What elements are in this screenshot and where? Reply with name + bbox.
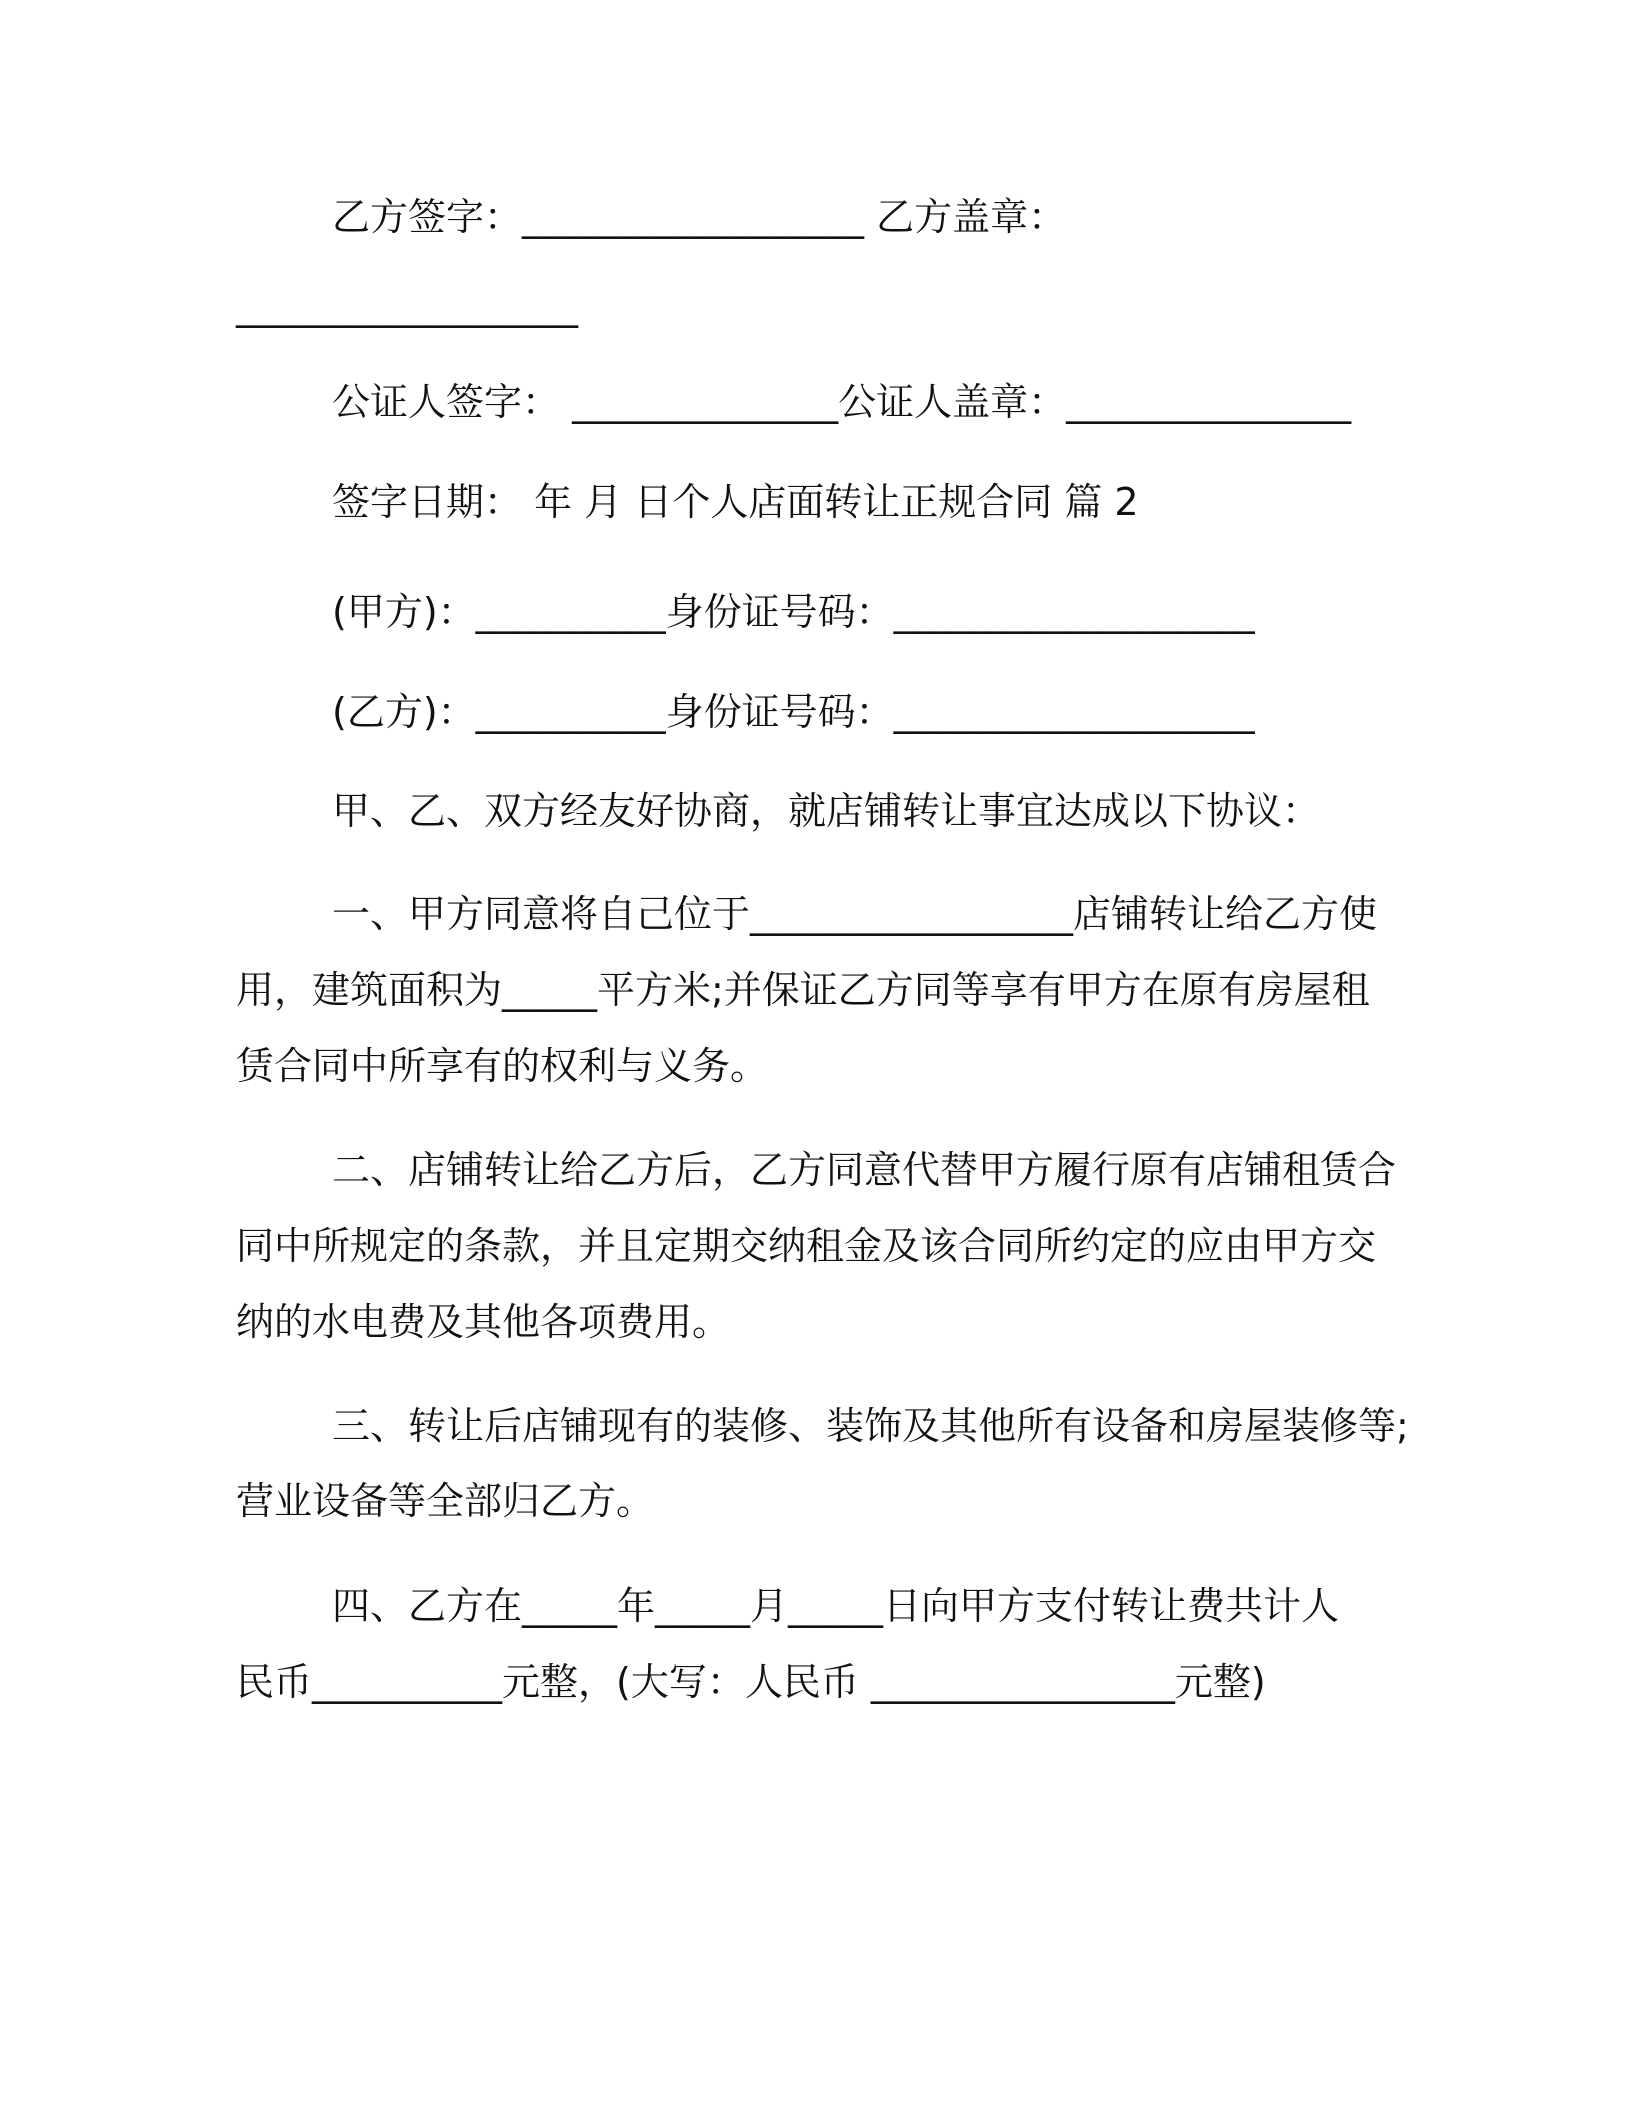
party-a-id-line: (甲方)：__________身份证号码：___________________: [332, 590, 1255, 634]
clause-4-line-1: 四、乙方在_____年_____月_____日向甲方支付转让费共计人: [332, 1584, 1340, 1628]
notary-signature-line: 公证人签字： ______________公证人盖章：_______________: [332, 380, 1352, 424]
clause-3-line-2: 营业设备等全部归乙方。: [236, 1479, 655, 1523]
clause-1-line-1: 一、甲方同意将自己位于_________________店铺转让给乙方使: [332, 892, 1378, 936]
clause-4-line-2: 民币__________元整，(大写：人民币 ________________元整): [236, 1660, 1266, 1704]
clause-2-line-1: 二、店铺转让给乙方后，乙方同意代替甲方履行原有店铺租赁合: [332, 1148, 1397, 1192]
party-b-id-line: (乙方)：__________身份证号码：___________________: [332, 690, 1255, 734]
clause-3-line-1: 三、转让后店铺现有的装修、装饰及其他所有设备和房屋装修等;: [332, 1404, 1409, 1448]
party-b-signature-line: 乙方签字：__________________ 乙方盖章：: [332, 195, 1067, 239]
clause-1-line-2: 用，建筑面积为_____平方米;并保证乙方同等享有甲方在原有房屋租: [236, 968, 1370, 1012]
agreement-intro: 甲、乙、双方经友好协商，就店铺转让事宜达成以下协议：: [332, 789, 1321, 833]
party-b-seal-blank: __________________: [236, 284, 578, 328]
clause-1-line-3: 赁合同中所享有的权利与义务。: [236, 1044, 769, 1088]
clause-2-line-3: 纳的水电费及其他各项费用。: [236, 1300, 731, 1344]
clause-2-line-2: 同中所规定的条款，并且定期交纳租金及该合同所约定的应由甲方交: [236, 1224, 1377, 1268]
signing-date-and-title: 签字日期： 年 月 日个人店面转让正规合同 篇 2: [332, 480, 1139, 524]
